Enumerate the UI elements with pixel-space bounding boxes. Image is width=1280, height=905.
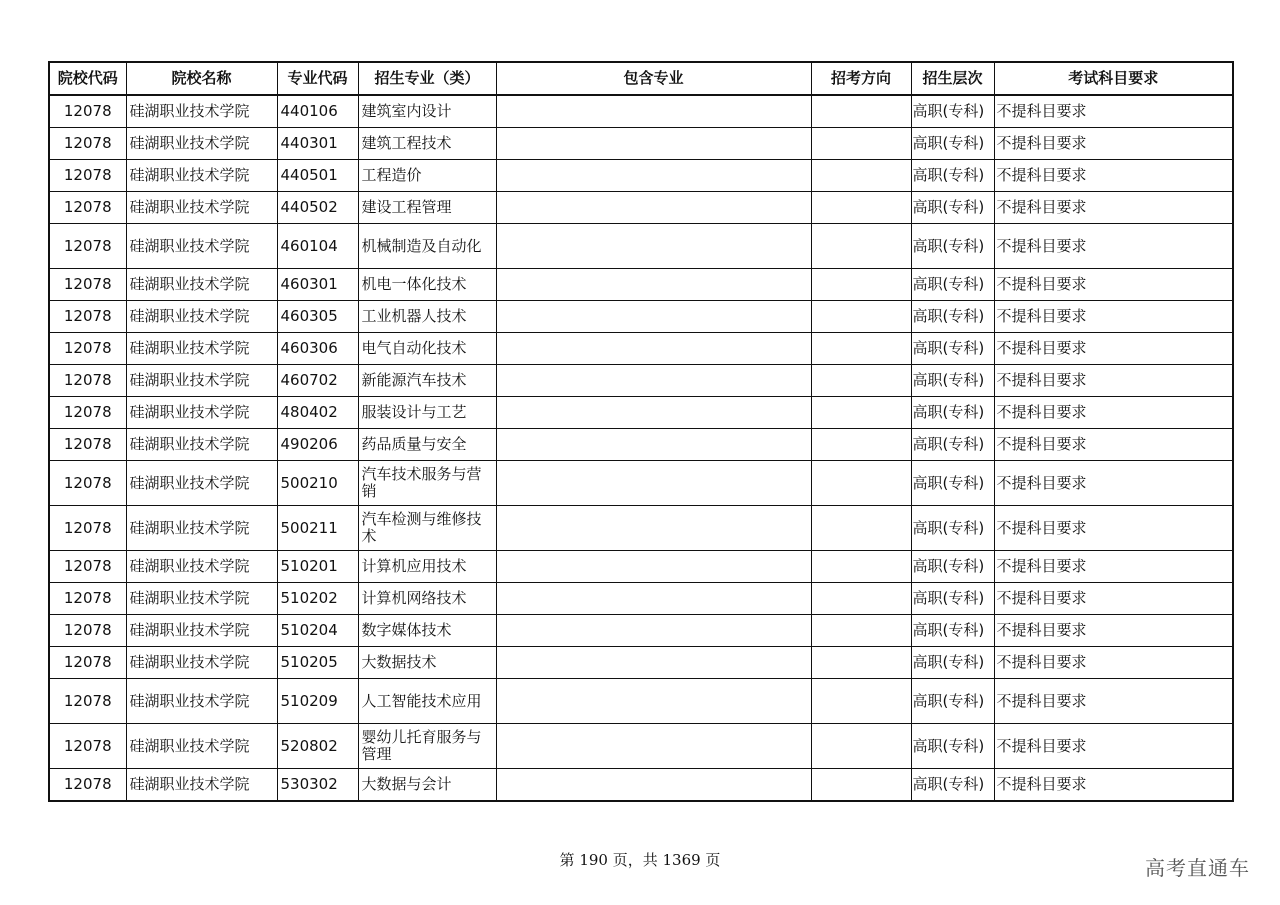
- cell-included-majors: [496, 429, 811, 461]
- table-row: [49, 95, 1233, 128]
- cell-major: 新能源汽车技术: [358, 365, 496, 397]
- table-row: [49, 224, 1233, 269]
- cell-direction: [811, 429, 911, 461]
- cell-included-majors: [496, 95, 811, 128]
- cell-major-code: 440106: [277, 95, 358, 128]
- cell-major-code: 440502: [277, 192, 358, 224]
- cell-direction: [811, 615, 911, 647]
- cell-school-code: 12078: [49, 679, 126, 724]
- header-school-code: 院校代码: [49, 62, 126, 95]
- cell-level: 高职(专科): [911, 429, 994, 461]
- page-number: 第 190 页，共 1369 页: [559, 851, 721, 869]
- watermark-text: 高考直通车: [1145, 856, 1250, 880]
- cell-included-majors: [496, 551, 811, 583]
- cell-direction: [811, 679, 911, 724]
- cell-major-code: 510201: [277, 551, 358, 583]
- cell-level: 高职(专科): [911, 365, 994, 397]
- cell-requirement: 不提科目要求: [994, 461, 1233, 506]
- table-row: [49, 551, 1233, 583]
- cell-included-majors: [496, 224, 811, 269]
- cell-requirement: 不提科目要求: [994, 160, 1233, 192]
- cell-school-code: 12078: [49, 128, 126, 160]
- cell-level: 高职(专科): [911, 615, 994, 647]
- cell-school-code: 12078: [49, 269, 126, 301]
- cell-major: 汽车技术服务与营销: [358, 461, 496, 506]
- cell-major: 电气自动化技术: [358, 333, 496, 365]
- cell-requirement: 不提科目要求: [994, 769, 1233, 802]
- cell-school-code: 12078: [49, 647, 126, 679]
- cell-included-majors: [496, 583, 811, 615]
- header-level: 招生层次: [911, 62, 994, 95]
- cell-major: 汽车检测与维修技术: [358, 506, 496, 551]
- table-row: [49, 506, 1233, 551]
- cell-direction: [811, 365, 911, 397]
- cell-direction: [811, 160, 911, 192]
- cell-school-name: 硅湖职业技术学院: [126, 160, 277, 192]
- cell-requirement: 不提科目要求: [994, 333, 1233, 365]
- cell-level: 高职(专科): [911, 506, 994, 551]
- cell-included-majors: [496, 301, 811, 333]
- cell-school-name: 硅湖职业技术学院: [126, 679, 277, 724]
- cell-level: 高职(专科): [911, 461, 994, 506]
- cell-requirement: 不提科目要求: [994, 429, 1233, 461]
- cell-level: 高职(专科): [911, 160, 994, 192]
- table-row: [49, 365, 1233, 397]
- cell-school-code: 12078: [49, 506, 126, 551]
- cell-included-majors: [496, 269, 811, 301]
- cell-school-name: 硅湖职业技术学院: [126, 301, 277, 333]
- cell-level: 高职(专科): [911, 192, 994, 224]
- table-row: [49, 301, 1233, 333]
- table-row: [49, 269, 1233, 301]
- cell-major: 大数据技术: [358, 647, 496, 679]
- cell-requirement: 不提科目要求: [994, 269, 1233, 301]
- cell-requirement: 不提科目要求: [994, 192, 1233, 224]
- header-school-name: 院校名称: [126, 62, 277, 95]
- cell-level: 高职(专科): [911, 551, 994, 583]
- cell-major-code: 510209: [277, 679, 358, 724]
- cell-included-majors: [496, 647, 811, 679]
- table-body: [49, 95, 1233, 801]
- table-row: [49, 160, 1233, 192]
- cell-included-majors: [496, 128, 811, 160]
- cell-level: 高职(专科): [911, 269, 994, 301]
- cell-requirement: 不提科目要求: [994, 506, 1233, 551]
- table-row: [49, 647, 1233, 679]
- cell-direction: [811, 128, 911, 160]
- cell-school-name: 硅湖职业技术学院: [126, 192, 277, 224]
- cell-included-majors: [496, 192, 811, 224]
- cell-school-code: 12078: [49, 160, 126, 192]
- cell-school-code: 12078: [49, 95, 126, 128]
- cell-direction: [811, 397, 911, 429]
- cell-level: 高职(专科): [911, 724, 994, 769]
- cell-major-code: 500211: [277, 506, 358, 551]
- header-major: 招生专业（类）: [358, 62, 496, 95]
- cell-school-code: 12078: [49, 583, 126, 615]
- cell-direction: [811, 192, 911, 224]
- cell-direction: [811, 333, 911, 365]
- table-row: [49, 679, 1233, 724]
- table-row: [49, 724, 1233, 769]
- cell-school-code: 12078: [49, 724, 126, 769]
- cell-major: 大数据与会计: [358, 769, 496, 802]
- cell-major-code: 530302: [277, 769, 358, 802]
- cell-major-code: 460301: [277, 269, 358, 301]
- table-row: [49, 397, 1233, 429]
- table-row: [49, 615, 1233, 647]
- cell-school-name: 硅湖职业技术学院: [126, 429, 277, 461]
- cell-direction: [811, 95, 911, 128]
- cell-school-name: 硅湖职业技术学院: [126, 365, 277, 397]
- cell-major: 人工智能技术应用: [358, 679, 496, 724]
- cell-school-code: 12078: [49, 551, 126, 583]
- cell-requirement: 不提科目要求: [994, 301, 1233, 333]
- cell-direction: [811, 724, 911, 769]
- cell-direction: [811, 301, 911, 333]
- cell-direction: [811, 583, 911, 615]
- cell-level: 高职(专科): [911, 224, 994, 269]
- cell-included-majors: [496, 461, 811, 506]
- cell-major: 药品质量与安全: [358, 429, 496, 461]
- cell-included-majors: [496, 615, 811, 647]
- cell-major-code: 460305: [277, 301, 358, 333]
- cell-school-name: 硅湖职业技术学院: [126, 461, 277, 506]
- cell-requirement: 不提科目要求: [994, 647, 1233, 679]
- cell-major: 计算机网络技术: [358, 583, 496, 615]
- cell-included-majors: [496, 397, 811, 429]
- cell-level: 高职(专科): [911, 397, 994, 429]
- cell-major: 机电一体化技术: [358, 269, 496, 301]
- cell-school-code: 12078: [49, 615, 126, 647]
- cell-major-code: 520802: [277, 724, 358, 769]
- cell-major-code: 490206: [277, 429, 358, 461]
- cell-direction: [811, 461, 911, 506]
- header-major-code: 专业代码: [277, 62, 358, 95]
- cell-school-code: 12078: [49, 301, 126, 333]
- cell-school-code: 12078: [49, 224, 126, 269]
- cell-major: 机械制造及自动化: [358, 224, 496, 269]
- cell-school-code: 12078: [49, 397, 126, 429]
- cell-school-name: 硅湖职业技术学院: [126, 551, 277, 583]
- cell-requirement: 不提科目要求: [994, 679, 1233, 724]
- cell-requirement: 不提科目要求: [994, 397, 1233, 429]
- cell-included-majors: [496, 769, 811, 802]
- cell-included-majors: [496, 365, 811, 397]
- cell-major-code: 440301: [277, 128, 358, 160]
- cell-included-majors: [496, 679, 811, 724]
- cell-major-code: 510204: [277, 615, 358, 647]
- cell-school-name: 硅湖职业技术学院: [126, 224, 277, 269]
- cell-school-name: 硅湖职业技术学院: [126, 128, 277, 160]
- cell-school-code: 12078: [49, 192, 126, 224]
- cell-school-code: 12078: [49, 461, 126, 506]
- cell-school-name: 硅湖职业技术学院: [126, 333, 277, 365]
- cell-major: 工业机器人技术: [358, 301, 496, 333]
- cell-major-code: 440501: [277, 160, 358, 192]
- cell-direction: [811, 506, 911, 551]
- cell-major: 计算机应用技术: [358, 551, 496, 583]
- cell-requirement: 不提科目要求: [994, 365, 1233, 397]
- cell-requirement: 不提科目要求: [994, 551, 1233, 583]
- cell-school-code: 12078: [49, 333, 126, 365]
- cell-included-majors: [496, 724, 811, 769]
- cell-level: 高职(专科): [911, 679, 994, 724]
- cell-major: 工程造价: [358, 160, 496, 192]
- table-row: [49, 128, 1233, 160]
- cell-school-name: 硅湖职业技术学院: [126, 95, 277, 128]
- cell-requirement: 不提科目要求: [994, 615, 1233, 647]
- cell-included-majors: [496, 160, 811, 192]
- cell-school-name: 硅湖职业技术学院: [126, 397, 277, 429]
- table-row: [49, 333, 1233, 365]
- cell-major: 服装设计与工艺: [358, 397, 496, 429]
- cell-major-code: 460306: [277, 333, 358, 365]
- cell-level: 高职(专科): [911, 333, 994, 365]
- header-row: [49, 62, 1233, 95]
- cell-level: 高职(专科): [911, 583, 994, 615]
- cell-major-code: 480402: [277, 397, 358, 429]
- cell-school-name: 硅湖职业技术学院: [126, 724, 277, 769]
- cell-included-majors: [496, 506, 811, 551]
- cell-requirement: 不提科目要求: [994, 128, 1233, 160]
- admissions-table: [48, 61, 1234, 802]
- cell-major-code: 510202: [277, 583, 358, 615]
- cell-direction: [811, 269, 911, 301]
- cell-requirement: 不提科目要求: [994, 583, 1233, 615]
- cell-level: 高职(专科): [911, 128, 994, 160]
- cell-requirement: 不提科目要求: [994, 724, 1233, 769]
- cell-school-name: 硅湖职业技术学院: [126, 769, 277, 802]
- cell-level: 高职(专科): [911, 769, 994, 802]
- cell-level: 高职(专科): [911, 95, 994, 128]
- cell-major-code: 510205: [277, 647, 358, 679]
- cell-school-code: 12078: [49, 429, 126, 461]
- cell-school-code: 12078: [49, 769, 126, 802]
- cell-major-code: 460104: [277, 224, 358, 269]
- cell-level: 高职(专科): [911, 301, 994, 333]
- cell-direction: [811, 224, 911, 269]
- cell-school-code: 12078: [49, 365, 126, 397]
- header-requirement: 考试科目要求: [994, 62, 1233, 95]
- table-row: [49, 461, 1233, 506]
- cell-requirement: 不提科目要求: [994, 95, 1233, 128]
- table-row: [49, 583, 1233, 615]
- cell-school-name: 硅湖职业技术学院: [126, 269, 277, 301]
- header-direction: 招考方向: [811, 62, 911, 95]
- cell-major: 婴幼儿托育服务与管理: [358, 724, 496, 769]
- cell-direction: [811, 647, 911, 679]
- cell-direction: [811, 551, 911, 583]
- cell-major-code: 460702: [277, 365, 358, 397]
- cell-requirement: 不提科目要求: [994, 224, 1233, 269]
- cell-major-code: 500210: [277, 461, 358, 506]
- cell-major: 建筑工程技术: [358, 128, 496, 160]
- table-row: [49, 192, 1233, 224]
- cell-major: 建设工程管理: [358, 192, 496, 224]
- cell-level: 高职(专科): [911, 647, 994, 679]
- cell-major: 建筑室内设计: [358, 95, 496, 128]
- cell-school-name: 硅湖职业技术学院: [126, 506, 277, 551]
- table-row: [49, 769, 1233, 802]
- cell-included-majors: [496, 333, 811, 365]
- cell-school-name: 硅湖职业技术学院: [126, 647, 277, 679]
- cell-major: 数字媒体技术: [358, 615, 496, 647]
- cell-school-name: 硅湖职业技术学院: [126, 615, 277, 647]
- table-row: [49, 429, 1233, 461]
- cell-school-name: 硅湖职业技术学院: [126, 583, 277, 615]
- header-included-majors: 包含专业: [496, 62, 811, 95]
- cell-direction: [811, 769, 911, 802]
